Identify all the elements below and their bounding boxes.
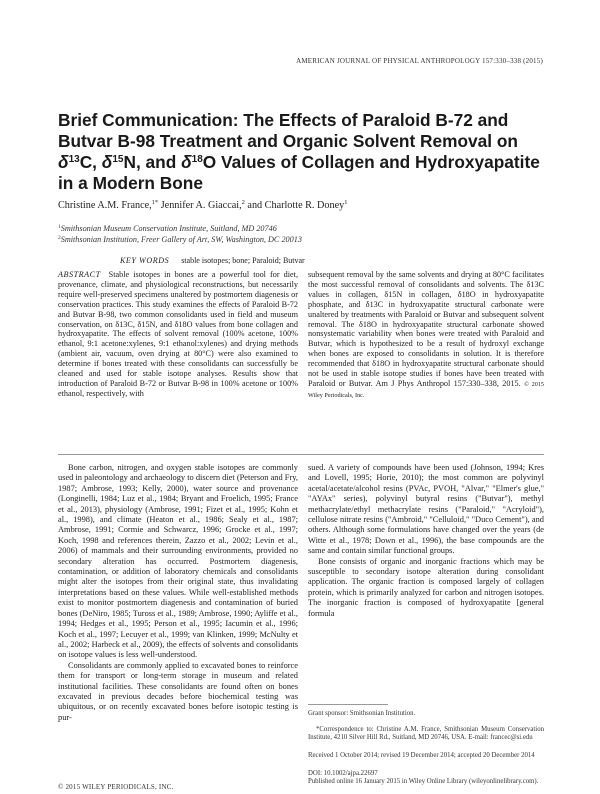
delta-symbol-2: δ bbox=[101, 152, 113, 172]
abstract-left-column bbox=[58, 270, 298, 399]
abstract-text-right: subsequent removal by the same solvents and drying at 80°C facilitates the most successful removal of consolidants and solvents. The δ13C values in collagen, δ15N in collagen, δ18O in hydroxyapatite phosphate, and δ13C in hydroxyapatite structural carbonate were unaltered by treatments with Paraloid or Butvar and subsequent solvent removal. The δ18O in hydroxyapatite structural carbonate showed nonsystematic variability when bones were treated with Paraloid and Butvar, which is hypothesized to be a result of hydroxyl exchange when bones are exposed to consolidants in solution. It is therefore recommended that δ18O in hydroxyapatite structural carbonate should not be used in stable isotope studies if bones have been treated with Paraloid or Butvar. Am J Phys Anthropol 157:330–338, 2015. bbox=[308, 270, 544, 388]
abstract-right-column bbox=[308, 270, 544, 401]
delta-symbol-1: δ bbox=[58, 152, 69, 172]
author-2-affiliation: 2 bbox=[241, 199, 245, 206]
author-list bbox=[58, 200, 347, 211]
affiliation-2-text: Smithsonian Institution, Freer Gallery of Art, SW, Washington, DC 20013 bbox=[60, 235, 302, 244]
keywords-text: stable isotopes; bone; Paraloid; Butvar bbox=[181, 256, 305, 265]
abstract-text-left: Stable isotopes in bones are a powerful tool for diet, provenance, climate, and physiological reconstructions, but necessarily require well-preserved specimens unaltered by postmortem diagenesis or conservation practices. This study examines the effects of Paraloid B-72 and Butvar B-98, two common consolidants used in field and museum conservation, on δ13C, δ15N, and δ18O values from bone collagen and hydroxyapatite. The effects of solvent removal (100% acetone, 100% ethanol, 9:1 acetone:xylenes, 9:1 ethanol:xylenes) and drying methods (ambient air, vacuum, oven drying at 80°C) were also examined to determine if bones treated with these consolidants can successfully be cleaned and used for stable isotope analyses. Results show that introduction of Paraloid B-72 or Butvar B-98 in 100% acetone or 100% ethanol, respectively, with bbox=[58, 270, 298, 398]
superscript-13: 13 bbox=[68, 154, 80, 165]
footnote-grant: Grant sponsor: Smithsonian Institution. bbox=[308, 710, 416, 717]
author-2: Jennifer A. Giaccai, bbox=[160, 200, 242, 211]
title-part2: O Values of Collagen and Hydroxyapatite in a Modern Bone bbox=[58, 152, 540, 193]
superscript-15: 15 bbox=[112, 154, 124, 165]
body-paragraph: sued. A variety of compounds have been used (Johnson, 1994; Kres and Lovell, 1995; Horie, 2010); the most common are polyvinyl acetal/acetate/alcohol resins (PVAc, PVOH, "Alvar," "Elmer's glue," "AYAx" series), polyvinyl butyral resins ("Butvar"), methyl methacrylate/ethyl methacrylate resins ("Paraloid," "Acryloid"), cellulose nitrate resins ("Ambroid," "Celluloid," "Duco Cement"), and others. Although some formulations have changed over the years (de Witte et al., 1978; Down et al., 1996), the base compounds are the same and contain similar functional groups. bbox=[308, 463, 544, 556]
footnote-received: Received 1 October 2014; revised 19 December 2014; accepted 20 December 2014 bbox=[308, 752, 535, 759]
body-paragraph: Bone carbon, nitrogen, and oxygen stable isotopes are commonly used in paleontology and archaeology to discern diet (Peterson and Fry, 1987; Ambrose, 1993; Kelly, 2000), water source and provenance (Longinelli, 1984; Luz et al., 1984; Bryant and Froelich, 1995; France et al., 2013), physiology (Ambrose, 1991; Fizet et al., 1995; Kohn et al., 1998), and climate (Heaton et al., 1986; Sealy et al., 1987; Ambrose, 1991; Cormie and Schwarcz, 1996; Grocke et al., 1997; Koch, 1998 and references therein, Zazzo et al., 2002; Levin et al., 2006) of mammals and their surrounding environments, provided no secondary alteration has occurred. Postmortem diagenesis, contamination, or addition of laboratory chemicals and consolidants might alter the isotopes from their original state, thus invalidating interpretations based on these values. While well-established methods exist to monitor postmortem diagenesis and contamination of buried bones (DeNiro, 1985; Tuross et al., 1989; Ambrose, 1990; Ayliffe et al., 1994; Hedges et al., 1995; Person et al., 1995; Iacumin et al., 1996; Koch et al., 1997; Lecuyer et al., 1999; van Klinken, 1999; McNulty et al., 2002; Harbeck et al., 2009), the effects of solvents and consolidants on isotope values is less well-understood. bbox=[58, 463, 298, 660]
affiliation-2 bbox=[58, 235, 302, 244]
keywords-label: KEY WORDS bbox=[120, 256, 170, 265]
body-paragraph: Consolidants are commonly applied to excavated bones to reinforce them for transport or long-term storage in museum and related institutional facilities. These consolidants are found often on bones excavated in previous decades before biochemical testing was ubiquitous, or on recently excavated bones before isotopic testing is pur- bbox=[58, 660, 298, 722]
abstract-label: ABSTRACT bbox=[58, 270, 101, 279]
footnote-correspondence: *Correspondence to: Christine A.M. France, Smithsonian Museum Conservation Institute, 4210 Silver Hill Rd., Suitland, MD 20746, USA. E-mail: francec@si.edu bbox=[308, 726, 544, 742]
title-c: C, bbox=[79, 152, 102, 172]
footnote-divider bbox=[308, 704, 388, 705]
affiliation-2-number: 2 bbox=[58, 235, 61, 241]
title-n: N, and bbox=[123, 152, 182, 172]
page-footer: © 2015 WILEY PERIODICALS, INC. bbox=[58, 783, 174, 791]
abstract-copyright: © 2015 Wiley Periodicals, Inc. bbox=[308, 380, 545, 399]
abstract-divider bbox=[58, 454, 544, 455]
author-3: and Charlotte R. Doney bbox=[247, 200, 345, 211]
affiliation-1-text: Smithsonian Museum Conservation Institute, Suitland, MD 20746 bbox=[60, 224, 277, 233]
keywords bbox=[120, 256, 305, 265]
footnote-published: Published online 16 January 2015 in Wiley Online Library (wileyonlinelibrary.com). bbox=[308, 778, 539, 785]
article-title bbox=[58, 110, 558, 194]
footnote-doi: DOI: 10.1002/ajpa.22697 bbox=[308, 770, 378, 777]
affiliation-1 bbox=[58, 224, 277, 233]
superscript-18: 18 bbox=[191, 154, 203, 165]
affiliation-1-number: 1 bbox=[58, 224, 61, 230]
journal-header: AMERICAN JOURNAL OF PHYSICAL ANTHROPOLOGY 157:330–338 (2015) bbox=[296, 57, 543, 65]
delta-symbol-3: δ bbox=[181, 152, 192, 172]
author-1: Christine A.M. France, bbox=[58, 200, 152, 211]
body-paragraph: Bone consists of organic and inorganic fractions which may be susceptible to secondary isotope alteration during consolidant application. The organic fraction is composed largely of collagen protein, which is primarily analyzed for carbon and nitrogen isotopes. The inorganic fraction is composed of hydroxyapatite [general formula bbox=[308, 556, 544, 618]
title-part1: Brief Communication: The Effects of Paraloid B-72 and Butvar B-98 Treatment and Organic Solvent Removal on bbox=[58, 110, 518, 151]
corresponding-mark: * bbox=[154, 199, 159, 206]
author-1-affiliation: 1 bbox=[151, 199, 155, 206]
body-right-column bbox=[308, 463, 544, 619]
author-3-affiliation: 1 bbox=[344, 199, 348, 206]
body-left-column bbox=[58, 463, 298, 723]
